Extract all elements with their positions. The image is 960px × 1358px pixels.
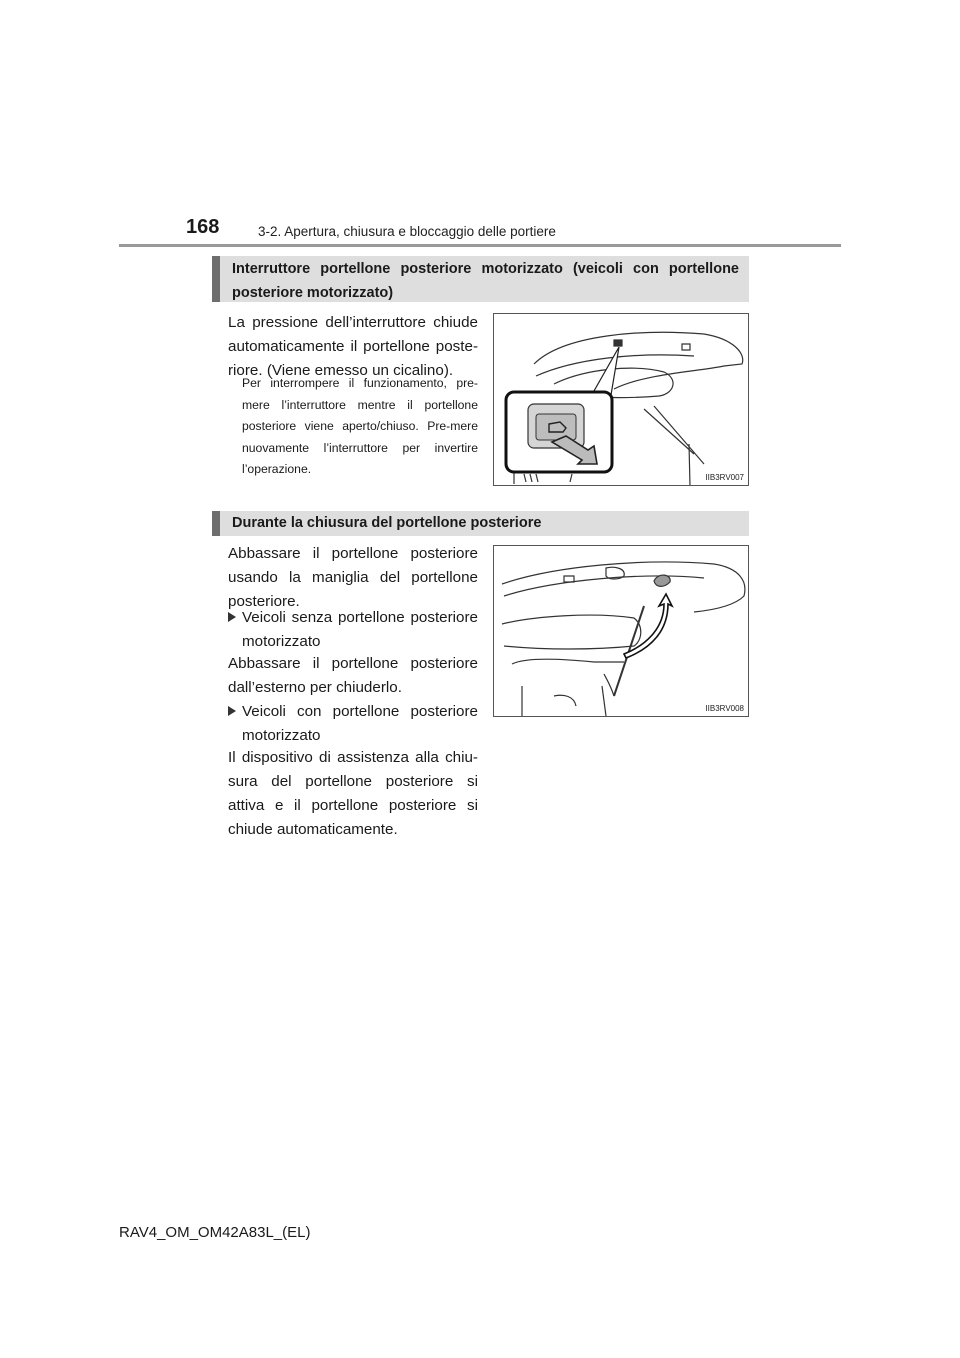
figure-closing <box>493 545 749 717</box>
closing-arrow-icon <box>624 594 672 658</box>
power-switch-paragraph: La pressione dell’interruttore chiude automaticamente il portellone poste-riore. (Viene emesso un cicalino). <box>228 314 478 379</box>
bullet-without-power <box>228 606 478 654</box>
bullet-without-power-text: Veicoli senza portellone posteriore motorizzato <box>242 609 478 650</box>
header-rule <box>119 244 841 247</box>
without-power-paragraph: Abbassare il portellone posteriore dall’esterno per chiuderlo. <box>228 655 478 696</box>
closing-paragraph: Abbassare il portellone posteriore usando la maniglia del portellone posteriore. <box>228 545 478 610</box>
tailgate-closing-illustration <box>494 546 749 717</box>
figure-code: IIB3RV008 <box>705 704 744 713</box>
tailgate-switch-illustration <box>494 314 749 486</box>
page-number: 168 <box>186 216 220 238</box>
triangle-bullet-icon <box>228 706 236 716</box>
callout-box <box>506 347 619 472</box>
section-header: 3-2. Apertura, chiusura e bloccaggio delle portiere <box>258 224 556 239</box>
box-title-power-switch: Interruttore portellone posteriore motorizzato (veicoli con portellone posteriore motorizzato) <box>212 256 749 302</box>
figure-power-switch <box>493 313 749 486</box>
bullet-with-power-text: Veicoli con portellone posteriore motorizzato <box>242 703 478 744</box>
bullet-with-power <box>228 700 478 748</box>
figure-code: IIB3RV007 <box>705 473 744 482</box>
footer-code: RAV4_OM_OM42A83L_(EL) <box>119 1224 311 1241</box>
triangle-bullet-icon <box>228 612 236 622</box>
box-title-closing: Durante la chiusura del portellone posteriore <box>212 511 749 536</box>
power-switch-note: Per interrompere il funzionamento, pre-mere l’interruttore mentre il portellone posteriore viene aperto/chiuso. Pre-mere nuovamente l’interruttore per invertire l’operazione. <box>242 376 478 476</box>
with-power-paragraph: Il dispositivo di assistenza alla chiu-sura del portellone posteriore si attiva e il portellone posteriore si chiude automaticamente. <box>228 749 478 838</box>
